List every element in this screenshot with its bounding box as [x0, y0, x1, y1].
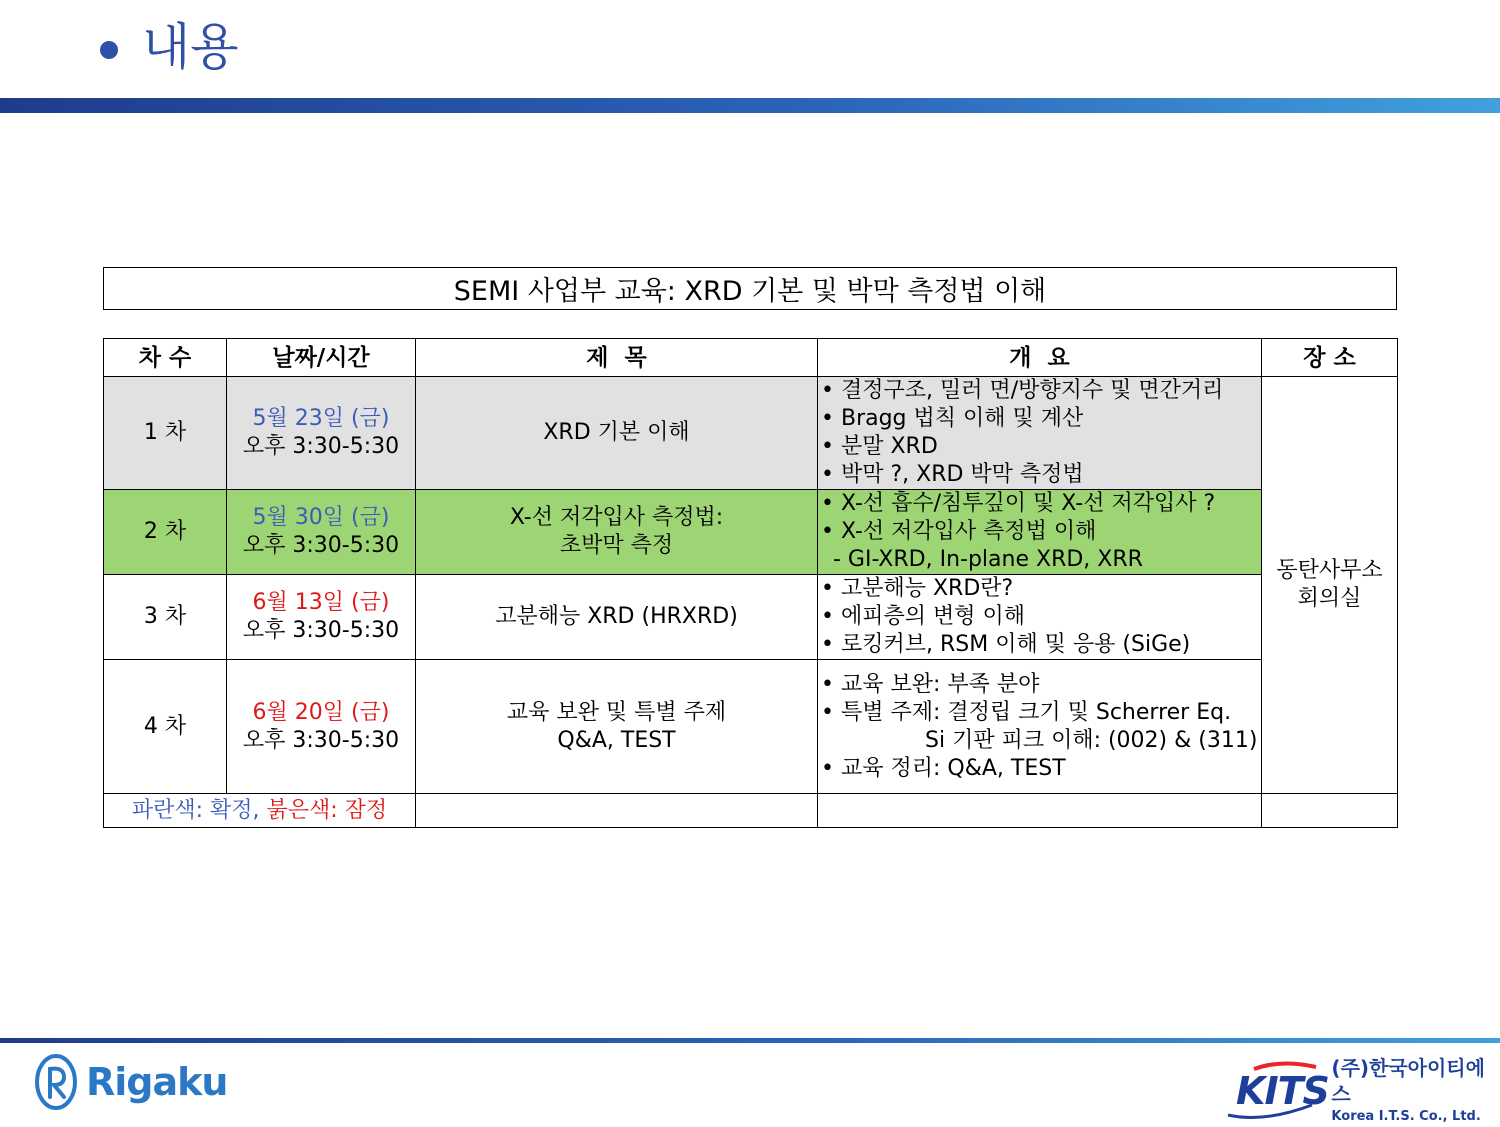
place-line: 동탄사무소	[1276, 558, 1383, 583]
header-datetime: 날짜/시간	[227, 339, 416, 377]
overview-cell	[818, 660, 1262, 794]
place-line: 회의실	[1297, 586, 1362, 611]
footer-divider-bar	[0, 1038, 1500, 1043]
empty-cell	[1262, 794, 1398, 828]
topic-line: XRD 기본 이해	[543, 420, 690, 445]
kits-company-name	[1331, 1055, 1500, 1127]
topic-cell	[416, 660, 818, 794]
topic-cell	[416, 490, 818, 575]
rigaku-emblem-icon	[34, 1053, 78, 1111]
table-row	[104, 660, 1398, 794]
topic-cell	[416, 575, 818, 660]
datetime-cell	[227, 377, 416, 490]
header-session: 차 수	[104, 339, 227, 377]
schedule-table	[103, 338, 1398, 828]
header-overview: 개 요	[818, 339, 1262, 377]
overview-line: • 교육 정리: Q&A, TEST	[821, 755, 1066, 781]
kits-emblem	[1224, 1061, 1329, 1121]
empty-cell	[416, 794, 818, 828]
session-cell: 2 차	[104, 490, 227, 575]
overview-line: • 에피층의 변형 이해	[821, 604, 1025, 629]
time-text: 오후 3:30-5:30	[242, 618, 400, 643]
legend-cell	[104, 794, 416, 828]
overview-line: • Bragg 법칙 이해 및 계산	[821, 406, 1084, 431]
overview-line: • 특별 주제: 결정립 크기 및 Scherrer Eq.	[821, 699, 1232, 725]
datetime-cell	[227, 660, 416, 794]
topic-line: 교육 보완 및 특별 주제	[506, 699, 727, 725]
slide-title-area	[100, 18, 239, 76]
overview-cell	[818, 575, 1262, 660]
rigaku-logo	[34, 1053, 227, 1111]
session-cell: 1 차	[104, 377, 227, 490]
slide-title: 내용	[142, 18, 239, 76]
overview-line: • 로킹커브, RSM 이해 및 응용 (SiGe)	[821, 632, 1191, 657]
date-text: 6월 20일 (금)	[252, 699, 390, 725]
datetime-cell	[227, 575, 416, 660]
legend-confirmed: 파란색: 확정,	[131, 797, 260, 823]
overview-line: • X-선 저각입사 측정법 이해	[821, 519, 1097, 544]
overview-line: • 결정구조, 밀러 면/방향지수 및 면간거리	[821, 378, 1224, 403]
kits-english-name: Korea I.T.S. Co., Ltd.	[1331, 1109, 1481, 1124]
empty-cell	[818, 794, 1262, 828]
table-row	[104, 490, 1398, 575]
legend-row	[104, 794, 1398, 828]
overview-line: - GI-XRD, In-plane XRD, XRR	[833, 547, 1143, 572]
table-row	[104, 575, 1398, 660]
topic-line: Q&A, TEST	[557, 727, 676, 753]
topic-line: 고분해능 XRD (HRXRD)	[495, 604, 738, 629]
table-caption: SEMI 사업부 교육: XRD 기본 및 박막 측정법 이해	[103, 267, 1397, 310]
datetime-cell	[227, 490, 416, 575]
overview-line: • 고분해능 XRD란?	[821, 576, 1014, 601]
place-cell	[1262, 377, 1398, 794]
rigaku-wordmark: Rigaku	[86, 1060, 228, 1104]
date-text: 5월 23일 (금)	[252, 406, 390, 431]
session-cell: 4 차	[104, 660, 227, 794]
kits-logo	[1224, 1055, 1500, 1127]
time-text: 오후 3:30-5:30	[242, 727, 400, 753]
table-header-row	[104, 339, 1398, 377]
overview-cell	[818, 490, 1262, 575]
overview-line: • 분말 XRD	[821, 434, 938, 459]
session-cell: 3 차	[104, 575, 227, 660]
overview-line: • 박막 ?, XRD 박막 측정법	[821, 462, 1084, 487]
topic-line: 초박막 측정	[559, 533, 674, 558]
overview-cell	[818, 377, 1262, 490]
date-text: 5월 30일 (금)	[252, 505, 390, 530]
legend-tentative: 붉은색: 잠정	[266, 797, 388, 823]
overview-line: • 교육 보완: 부족 분야	[821, 671, 1040, 697]
topic-line: X-선 저각입사 측정법:	[509, 505, 724, 530]
overview-line: • X-선 흡수/침투깊이 및 X-선 저각입사 ?	[821, 491, 1216, 516]
time-text: 오후 3:30-5:30	[242, 434, 400, 459]
overview-line: Si 기판 피크 이해: (002) & (311)	[925, 727, 1258, 753]
header-topic: 제 목	[416, 339, 818, 377]
kits-wordmark: KITS	[1236, 1069, 1329, 1113]
kits-korean-name: (주)한국아이티에스	[1331, 1056, 1485, 1106]
table-row	[104, 377, 1398, 490]
bullet-dot-icon	[100, 41, 118, 59]
header-place: 장 소	[1262, 339, 1398, 377]
date-text: 6월 13일 (금)	[252, 590, 390, 615]
time-text: 오후 3:30-5:30	[242, 533, 400, 558]
header-divider-bar	[0, 98, 1500, 113]
topic-cell	[416, 377, 818, 490]
